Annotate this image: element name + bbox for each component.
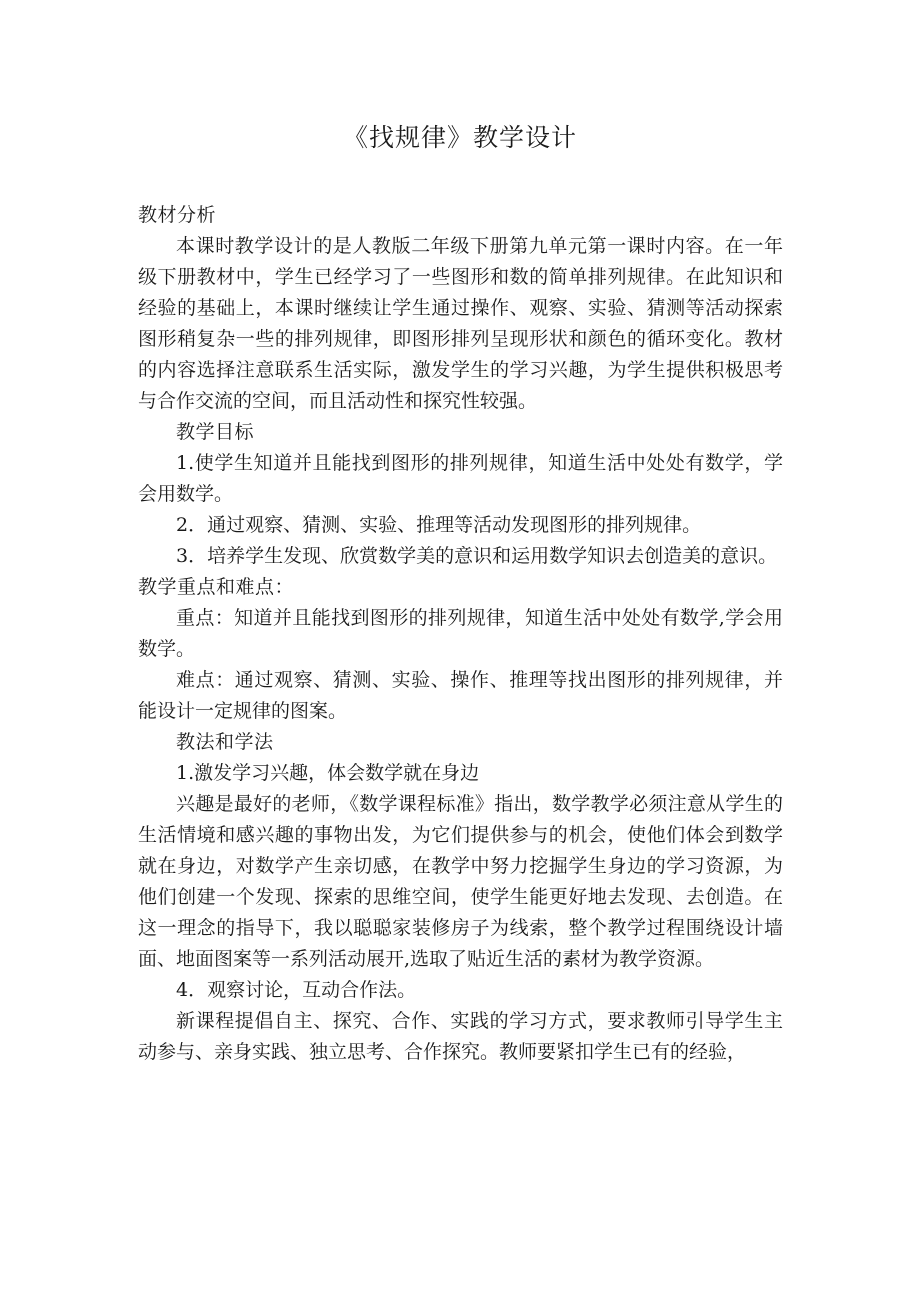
goal-item-2: 2．通过观察、猜测、实验、推理等活动发现图形的排列规律。 (176, 514, 702, 536)
goal-item-3: 3．培养学生发现、欣赏数学美的意识和运用数学知识去创造美的意识。 (176, 545, 778, 567)
paragraph-method-1: 兴趣是最好的老师，《数学课程标准》指出，数学教学必须注意从学生的生活情境和感兴趣的事物出发，为它们提供参与的机会，使他们体会到数学就在身边，对数学产生亲切感，在教学中努力挖掘学生身边的学习资源，为他们创建一个发现、探索的思维空间，使学生能更好地去发现、去创造。在这一理念的指导下，我以聪聪家装修房子为线索，整个教学过程围绕设计墙面、地面图案等一系列活动展开,选取了贴近生活的素材为教学资源。 (138, 793, 783, 970)
paragraph-method-4: 新课程提倡自主、探究、合作、实践的学习方式，要求教师引导学生主动参与、亲身实践、独立思考、合作探究。教师要紧扣学生已有的经验， (138, 1010, 783, 1063)
goal-item-1: 1.使学生知道并且能找到图形的排列规律，知道生活中处处有数学，学会用数学。 (138, 452, 783, 505)
section-heading-key-points: 教学重点和难点： (138, 576, 295, 598)
section-heading-methods: 教法和学法 (176, 731, 274, 753)
method-item-1-title: 1.激发学习兴趣，体会数学就在身边 (176, 762, 480, 784)
document-body (138, 200, 783, 1068)
section-heading-goals: 教学目标 (176, 421, 255, 443)
document-title: 《找规律》教学设计 (342, 123, 577, 152)
paragraph-key-point: 重点：知道并且能找到图形的排列规律，知道生活中处处有数学,学会用数学。 (138, 607, 783, 660)
paragraph-analysis: 本课时教学设计的是人教版二年级下册第九单元第一课时内容。在一年级下册教材中，学生已经学习了一些图形和数的简单排列规律。在此知识和经验的基础上，本课时继续让学生通过操作、观察、实验、猜测等活动探索图形稍复杂一些的排列规律，即图形排列呈现形状和颜色的循环变化。教材的内容选择注意联系生活实际，激发学生的学习兴趣，为学生提供积极思考与合作交流的空间，而且活动性和探究性较强。 (138, 235, 783, 412)
section-heading-analysis: 教材分析 (138, 204, 217, 226)
paragraph-difficulty: 难点：通过观察、猜测、实验、操作、推理等找出图形的排列规律，并能设计一定规律的图案。 (138, 669, 783, 722)
method-item-4-title: 4．观察讨论，互动合作法。 (176, 979, 417, 1001)
